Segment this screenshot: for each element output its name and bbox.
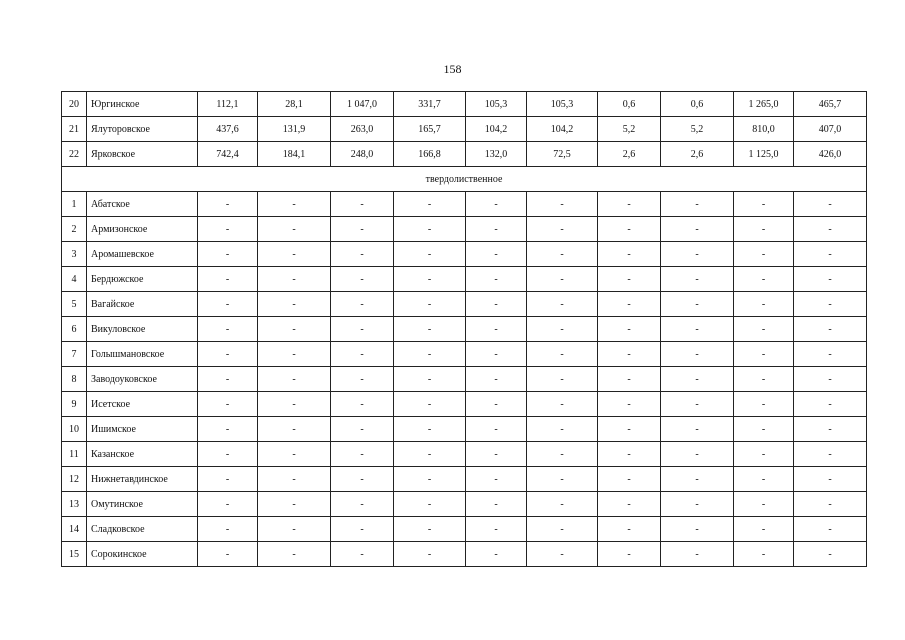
district-name: Омутинское — [87, 492, 198, 517]
value-cell: - — [331, 342, 394, 367]
value-cell: - — [661, 217, 734, 242]
value-cell: - — [794, 217, 867, 242]
value-cell: - — [734, 217, 794, 242]
table-row — [62, 242, 867, 267]
table-row — [62, 192, 867, 217]
row-number: 4 — [62, 267, 87, 292]
table-row — [62, 142, 867, 167]
row-number: 20 — [62, 92, 87, 117]
value-cell: - — [198, 342, 258, 367]
value-cell: - — [258, 217, 331, 242]
table-row — [62, 267, 867, 292]
value-cell: - — [394, 292, 466, 317]
value-cell: - — [258, 517, 331, 542]
value-cell: - — [466, 417, 527, 442]
value-cell: - — [794, 367, 867, 392]
value-cell: - — [394, 442, 466, 467]
value-cell: 5,2 — [598, 117, 661, 142]
value-cell: - — [527, 192, 598, 217]
value-cell: - — [258, 242, 331, 267]
value-cell: - — [331, 417, 394, 442]
value-cell: 1 047,0 — [331, 92, 394, 117]
value-cell: - — [331, 542, 394, 567]
value-cell: - — [734, 417, 794, 442]
row-number: 22 — [62, 142, 87, 167]
row-number: 14 — [62, 517, 87, 542]
value-cell: - — [598, 492, 661, 517]
row-number: 15 — [62, 542, 87, 567]
value-cell: - — [258, 267, 331, 292]
value-cell: - — [598, 367, 661, 392]
row-number: 13 — [62, 492, 87, 517]
value-cell: - — [258, 192, 331, 217]
value-cell: - — [527, 367, 598, 392]
value-cell: - — [794, 517, 867, 542]
value-cell: - — [394, 267, 466, 292]
value-cell: - — [661, 467, 734, 492]
value-cell: - — [258, 492, 331, 517]
value-cell: - — [734, 342, 794, 367]
value-cell: - — [331, 517, 394, 542]
district-name: Абатское — [87, 192, 198, 217]
value-cell: 248,0 — [331, 142, 394, 167]
table-row — [62, 492, 867, 517]
value-cell: - — [734, 442, 794, 467]
value-cell: - — [794, 342, 867, 367]
value-cell: 28,1 — [258, 92, 331, 117]
value-cell: - — [198, 292, 258, 317]
district-name: Викуловское — [87, 317, 198, 342]
value-cell: - — [198, 367, 258, 392]
value-cell: - — [794, 467, 867, 492]
value-cell: - — [527, 417, 598, 442]
row-number: 21 — [62, 117, 87, 142]
value-cell: - — [394, 417, 466, 442]
row-number: 1 — [62, 192, 87, 217]
value-cell: 0,6 — [661, 92, 734, 117]
value-cell: 331,7 — [394, 92, 466, 117]
district-name: Сладковское — [87, 517, 198, 542]
value-cell: - — [527, 217, 598, 242]
district-name: Сорокинское — [87, 542, 198, 567]
table-row — [62, 367, 867, 392]
value-cell: - — [331, 442, 394, 467]
value-cell: 5,2 — [661, 117, 734, 142]
value-cell: - — [331, 267, 394, 292]
value-cell: - — [794, 317, 867, 342]
table-row — [62, 342, 867, 367]
value-cell: - — [598, 242, 661, 267]
section-title: твердолиственное — [62, 167, 867, 192]
value-cell: 165,7 — [394, 117, 466, 142]
value-cell: - — [661, 267, 734, 292]
row-number: 12 — [62, 467, 87, 492]
value-cell: - — [466, 442, 527, 467]
value-cell: - — [466, 267, 527, 292]
value-cell: - — [527, 342, 598, 367]
value-cell: - — [527, 467, 598, 492]
value-cell: - — [258, 442, 331, 467]
table-row — [62, 517, 867, 542]
value-cell: - — [258, 292, 331, 317]
value-cell: - — [258, 342, 331, 367]
value-cell: - — [734, 192, 794, 217]
value-cell: - — [258, 542, 331, 567]
table-row — [62, 542, 867, 567]
value-cell: - — [466, 367, 527, 392]
value-cell: - — [394, 517, 466, 542]
value-cell: - — [258, 367, 331, 392]
value-cell: - — [794, 392, 867, 417]
value-cell: - — [598, 317, 661, 342]
value-cell: - — [466, 242, 527, 267]
value-cell: - — [598, 467, 661, 492]
table-row — [62, 442, 867, 467]
value-cell: - — [258, 417, 331, 442]
value-cell: - — [198, 392, 258, 417]
table-body-bottom — [62, 192, 867, 567]
value-cell: - — [527, 542, 598, 567]
section-row — [62, 167, 867, 192]
district-name: Казанское — [87, 442, 198, 467]
value-cell: - — [794, 292, 867, 317]
value-cell: - — [734, 242, 794, 267]
value-cell: - — [466, 342, 527, 367]
value-cell: - — [527, 317, 598, 342]
value-cell: - — [598, 392, 661, 417]
district-name: Заводоуковское — [87, 367, 198, 392]
value-cell: - — [598, 542, 661, 567]
value-cell: 437,6 — [198, 117, 258, 142]
value-cell: - — [734, 367, 794, 392]
value-cell: - — [527, 442, 598, 467]
value-cell: - — [198, 317, 258, 342]
value-cell: 2,6 — [598, 142, 661, 167]
value-cell: - — [794, 267, 867, 292]
value-cell: 131,9 — [258, 117, 331, 142]
value-cell: - — [794, 242, 867, 267]
value-cell: - — [661, 417, 734, 442]
value-cell: 426,0 — [794, 142, 867, 167]
value-cell: - — [466, 392, 527, 417]
district-name: Голышмановское — [87, 342, 198, 367]
value-cell: - — [198, 542, 258, 567]
value-cell: - — [527, 517, 598, 542]
value-cell: 105,3 — [527, 92, 598, 117]
row-number: 8 — [62, 367, 87, 392]
value-cell: - — [661, 517, 734, 542]
value-cell: - — [331, 242, 394, 267]
value-cell: - — [466, 317, 527, 342]
value-cell: - — [598, 417, 661, 442]
table-row — [62, 217, 867, 242]
value-cell: 112,1 — [198, 92, 258, 117]
value-cell: - — [394, 317, 466, 342]
value-cell: - — [394, 542, 466, 567]
value-cell: 104,2 — [527, 117, 598, 142]
district-name: Ярковское — [87, 142, 198, 167]
value-cell: - — [734, 517, 794, 542]
value-cell: - — [258, 467, 331, 492]
value-cell: - — [331, 192, 394, 217]
value-cell: - — [598, 192, 661, 217]
value-cell: - — [394, 492, 466, 517]
value-cell: 407,0 — [794, 117, 867, 142]
value-cell: - — [331, 292, 394, 317]
value-cell: - — [258, 317, 331, 342]
value-cell: - — [734, 467, 794, 492]
value-cell: - — [794, 492, 867, 517]
value-cell: - — [258, 392, 331, 417]
value-cell: - — [598, 267, 661, 292]
value-cell: - — [661, 192, 734, 217]
value-cell: - — [734, 292, 794, 317]
row-number: 11 — [62, 442, 87, 467]
value-cell: 1 125,0 — [734, 142, 794, 167]
value-cell: - — [466, 467, 527, 492]
value-cell: 742,4 — [198, 142, 258, 167]
value-cell: - — [794, 417, 867, 442]
value-cell: - — [394, 192, 466, 217]
value-cell: - — [794, 192, 867, 217]
value-cell: - — [466, 292, 527, 317]
district-name: Бердюжское — [87, 267, 198, 292]
value-cell: - — [661, 292, 734, 317]
row-number: 5 — [62, 292, 87, 317]
value-cell: - — [466, 517, 527, 542]
value-cell: - — [598, 292, 661, 317]
value-cell: 184,1 — [258, 142, 331, 167]
value-cell: - — [661, 492, 734, 517]
page-number: 158 — [443, 62, 462, 76]
table-row — [62, 92, 867, 117]
value-cell: 1 265,0 — [734, 92, 794, 117]
value-cell: 166,8 — [394, 142, 466, 167]
district-name: Исетское — [87, 392, 198, 417]
value-cell: - — [394, 392, 466, 417]
value-cell: - — [794, 542, 867, 567]
value-cell: 72,5 — [527, 142, 598, 167]
value-cell: - — [734, 267, 794, 292]
row-number: 7 — [62, 342, 87, 367]
value-cell: 132,0 — [466, 142, 527, 167]
row-number: 6 — [62, 317, 87, 342]
value-cell: - — [598, 442, 661, 467]
value-cell: - — [198, 242, 258, 267]
district-name: Нижнетавдинское — [87, 467, 198, 492]
value-cell: - — [198, 192, 258, 217]
value-cell: - — [331, 367, 394, 392]
value-cell: - — [466, 192, 527, 217]
value-cell: - — [734, 542, 794, 567]
table-row — [62, 417, 867, 442]
table-body-top — [62, 92, 867, 167]
value-cell: - — [734, 492, 794, 517]
value-cell: - — [661, 392, 734, 417]
value-cell: - — [331, 467, 394, 492]
value-cell: - — [661, 542, 734, 567]
forest-data-table — [61, 91, 867, 567]
value-cell: - — [394, 217, 466, 242]
value-cell: - — [527, 392, 598, 417]
value-cell: - — [598, 342, 661, 367]
value-cell: 0,6 — [598, 92, 661, 117]
district-name: Юргинское — [87, 92, 198, 117]
value-cell: 810,0 — [734, 117, 794, 142]
value-cell: - — [598, 217, 661, 242]
district-name: Ишимское — [87, 417, 198, 442]
district-name: Ялуторовское — [87, 117, 198, 142]
value-cell: - — [794, 442, 867, 467]
value-cell: - — [198, 492, 258, 517]
value-cell: - — [466, 217, 527, 242]
table-row — [62, 117, 867, 142]
value-cell: - — [466, 542, 527, 567]
value-cell: 105,3 — [466, 92, 527, 117]
value-cell: - — [198, 217, 258, 242]
value-cell: - — [331, 217, 394, 242]
value-cell: 263,0 — [331, 117, 394, 142]
value-cell: - — [734, 317, 794, 342]
value-cell: - — [466, 492, 527, 517]
value-cell: - — [198, 517, 258, 542]
value-cell: - — [394, 467, 466, 492]
value-cell: - — [198, 442, 258, 467]
row-number: 10 — [62, 417, 87, 442]
row-number: 9 — [62, 392, 87, 417]
value-cell: - — [661, 342, 734, 367]
value-cell: - — [734, 392, 794, 417]
district-name: Армизонское — [87, 217, 198, 242]
value-cell: - — [661, 317, 734, 342]
value-cell: - — [331, 492, 394, 517]
row-number: 3 — [62, 242, 87, 267]
table-row — [62, 292, 867, 317]
value-cell: 465,7 — [794, 92, 867, 117]
district-name: Вагайское — [87, 292, 198, 317]
district-name: Аромашевское — [87, 242, 198, 267]
table-row — [62, 317, 867, 342]
value-cell: - — [198, 467, 258, 492]
value-cell: - — [527, 492, 598, 517]
value-cell: - — [331, 392, 394, 417]
value-cell: - — [527, 292, 598, 317]
value-cell: 104,2 — [466, 117, 527, 142]
value-cell: - — [394, 342, 466, 367]
value-cell: - — [331, 317, 394, 342]
value-cell: - — [527, 267, 598, 292]
value-cell: - — [661, 367, 734, 392]
value-cell: - — [394, 367, 466, 392]
value-cell: - — [598, 517, 661, 542]
value-cell: - — [198, 417, 258, 442]
table-section — [62, 167, 867, 192]
value-cell: - — [198, 267, 258, 292]
value-cell: - — [394, 242, 466, 267]
value-cell: - — [661, 442, 734, 467]
table-row — [62, 467, 867, 492]
value-cell: - — [661, 242, 734, 267]
value-cell: - — [527, 242, 598, 267]
row-number: 2 — [62, 217, 87, 242]
value-cell: 2,6 — [661, 142, 734, 167]
table-row — [62, 392, 867, 417]
